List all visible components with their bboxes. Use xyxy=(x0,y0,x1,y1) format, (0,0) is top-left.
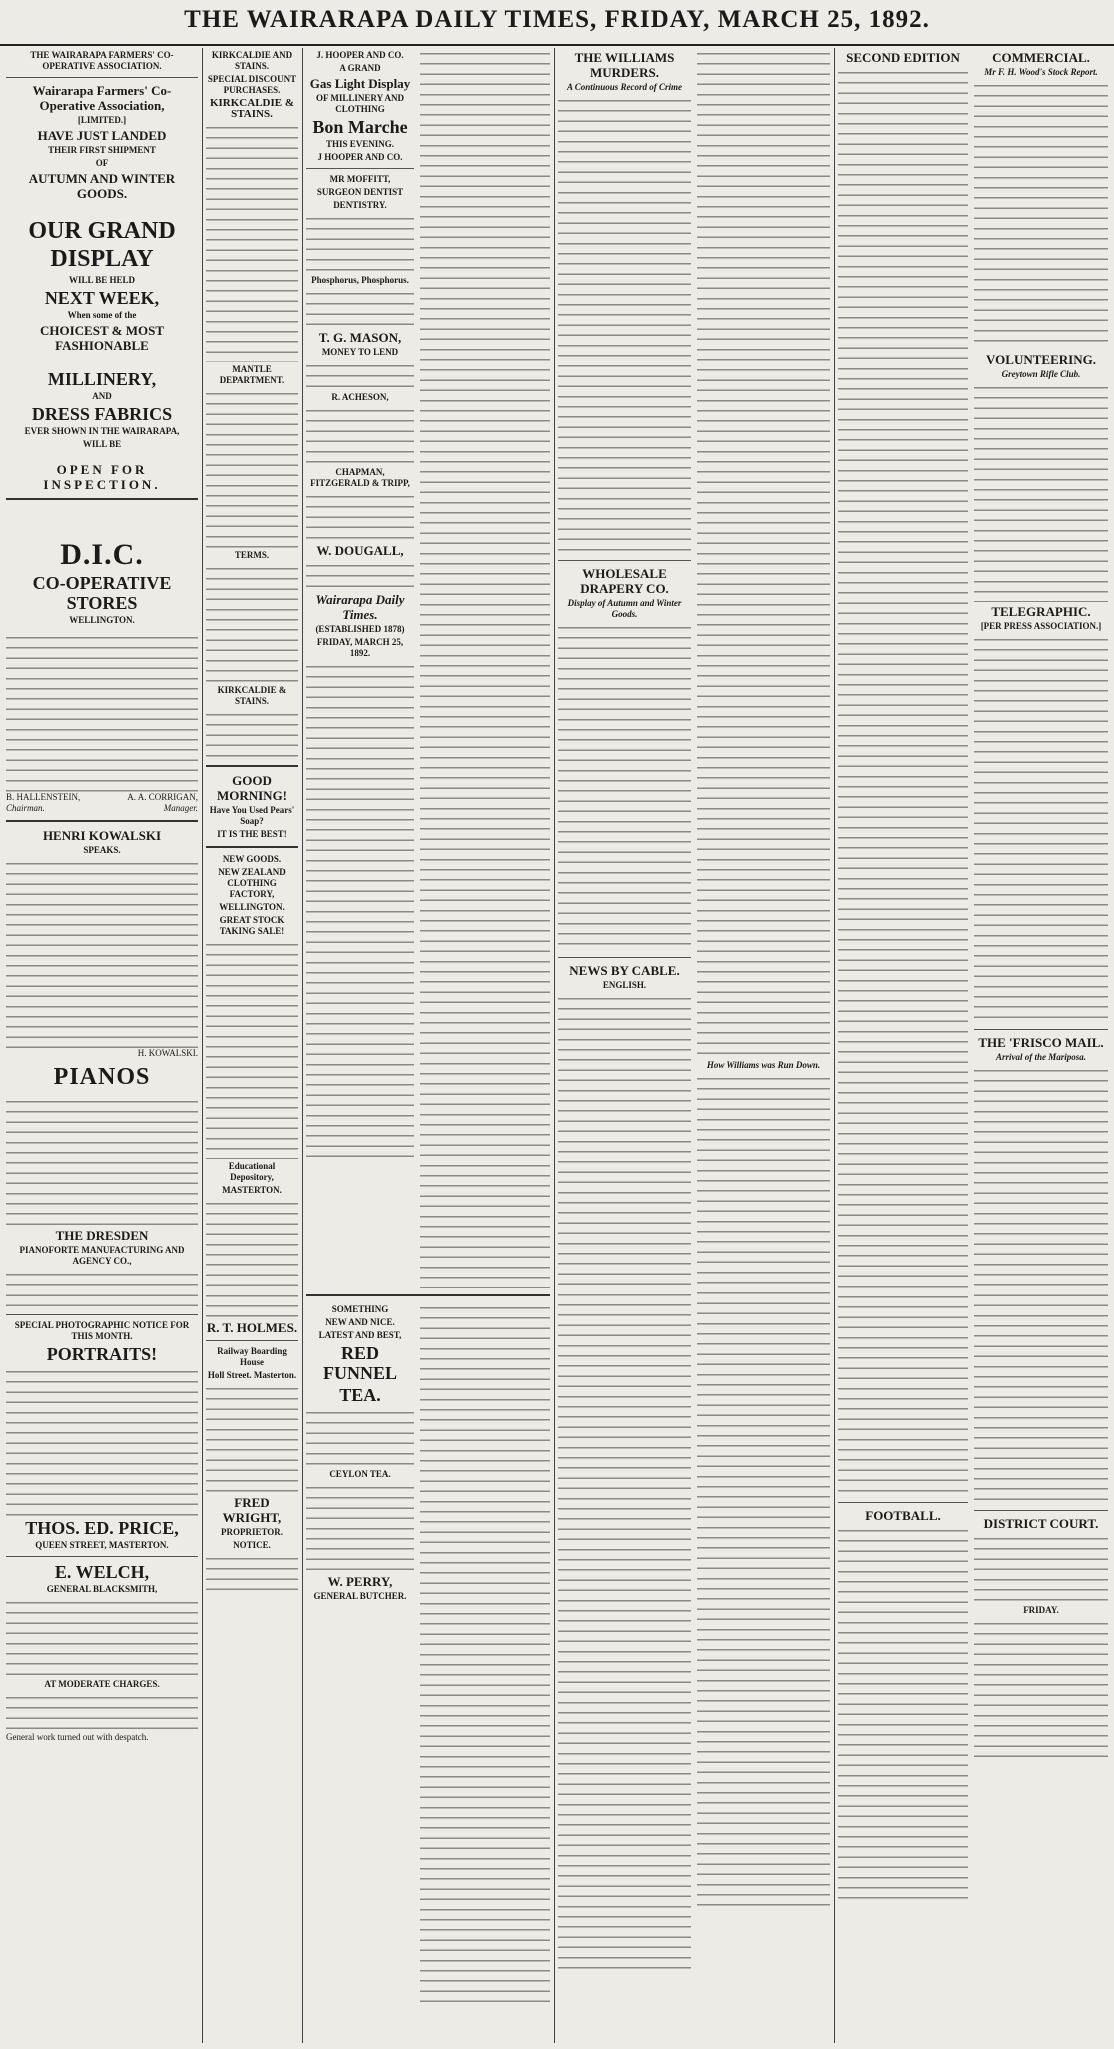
nz-clothing-line: GREAT STOCK TAKING SALE! xyxy=(219,915,285,936)
farmers-ad-line: When some of the xyxy=(67,310,137,320)
kirkcaldie-sub: SPECIAL DISCOUNT PURCHASES. xyxy=(207,74,297,95)
grand-line: A GRAND xyxy=(339,63,381,73)
text-block xyxy=(420,48,550,1288)
wholesale-sub: Display of Autumn and Winter Goods. xyxy=(567,598,682,619)
text-block xyxy=(6,1692,198,1732)
murders-sub: A Continuous Record of Crime xyxy=(566,82,683,92)
column-rule xyxy=(202,48,203,2043)
perry-heading: W. PERRY, xyxy=(327,1574,393,1589)
dic-subtitle: CO-OPERATIVE STORES xyxy=(32,573,172,613)
dic-place: WELLINGTON. xyxy=(69,615,135,625)
text-block xyxy=(838,1525,968,1905)
farmers-ad-line: DRESS FABRICS xyxy=(31,404,173,424)
text-block xyxy=(974,1618,1108,1758)
paper-heading: Wairarapa Daily Times. xyxy=(315,592,405,622)
evening-line: THIS EVENING. xyxy=(325,139,395,149)
red-funnel-heading: RED FUNNEL xyxy=(322,1343,397,1383)
text-block xyxy=(420,1302,550,2002)
bon-marche-heading: Bon Marche xyxy=(312,117,408,137)
good-morning-heading: GOOD MORNING! xyxy=(216,773,288,803)
pianos-heading: PIANOS xyxy=(53,1064,151,1090)
text-block xyxy=(306,491,414,541)
text-block xyxy=(6,1597,198,1677)
column-2 xyxy=(206,48,298,2043)
farmers-ad-line: AUTUMN AND WINTER GOODS. xyxy=(28,171,176,201)
text-block xyxy=(974,80,1108,350)
text-block xyxy=(306,560,414,590)
edu-heading: Educational Depository, xyxy=(228,1161,276,1182)
soap-question: Have You Used Pears' Soap? xyxy=(209,805,295,826)
text-block xyxy=(697,1073,830,1913)
dic-signature: B. HALLENSTEIN, xyxy=(6,792,81,802)
how-heading: How Williams was Run Down. xyxy=(706,1060,821,1070)
latest-line: LATEST AND BEST, xyxy=(318,1330,402,1340)
farmers-ad-line: WILL BE xyxy=(82,439,122,449)
farmers-ad-line: THEIR FIRST SHIPMENT xyxy=(48,145,156,155)
dresden-heading: THE DRESDEN xyxy=(55,1228,149,1243)
text-block xyxy=(306,1407,414,1467)
grand-display-heading: OUR GRAND DISPLAY xyxy=(28,218,176,272)
column-rule xyxy=(834,48,835,2043)
edition-heading: SECOND EDITION xyxy=(846,50,960,65)
dresden-sub: PIANOFORTE MANUFACTURING AND AGENCY CO., xyxy=(19,1245,185,1266)
text-block xyxy=(206,563,298,683)
money-line: MONEY TO LEND xyxy=(321,347,399,357)
text-block xyxy=(6,1096,198,1226)
text-block xyxy=(306,661,414,1161)
hooper-heading: J HOOPER AND CO. xyxy=(317,152,403,162)
telegraphic-sub: [PER PRESS ASSOCIATION.] xyxy=(980,621,1102,631)
text-block xyxy=(6,1269,198,1309)
football-heading: FOOTBALL. xyxy=(865,1508,941,1523)
text-block xyxy=(558,622,691,952)
ceylon-line: CEYLON TEA. xyxy=(329,1469,391,1479)
text-block xyxy=(206,1198,298,1318)
chapman-heading: CHAPMAN, FITZGERALD & TRIPP, xyxy=(310,467,410,488)
text-block xyxy=(838,67,968,1497)
text-block xyxy=(206,1383,298,1493)
rail-heading: Railway Boarding House xyxy=(217,1346,287,1367)
farmers-ad-line: OF xyxy=(95,158,109,168)
photo-notice-heading: SPECIAL PHOTOGRAPHIC NOTICE FOR THIS MONTH. xyxy=(14,1320,190,1341)
nz-clothing-line: NEW GOODS. xyxy=(222,854,282,864)
portraits-heading: PORTRAITS! xyxy=(46,1344,158,1364)
text-block xyxy=(974,382,1108,602)
welch-sub: GENERAL BLACKSMITH, xyxy=(46,1584,158,1594)
column-5 xyxy=(838,48,1108,2043)
dic-title: D.I.C. xyxy=(60,538,144,571)
text-block xyxy=(6,858,198,1048)
dougall-heading: W. DOUGALL, xyxy=(316,543,404,558)
district-heading: DISTRICT COURT. xyxy=(983,1516,1099,1531)
farmers-ad-line: WILL BE HELD xyxy=(68,275,136,285)
frisco-sub: Arrival of the Mariposa. xyxy=(995,1052,1086,1062)
text-block xyxy=(974,1065,1108,1505)
farmers-ad-small-title: THE WAIRARAPA FARMERS' CO-OPERATIVE ASSOCIATION. xyxy=(30,50,174,71)
text-block xyxy=(974,634,1108,1024)
new-nice-line: NEW AND NICE. xyxy=(325,1317,395,1327)
farmers-ad-line: OPEN FOR INSPECTION. xyxy=(43,462,161,492)
text-block xyxy=(697,48,830,1058)
text-block xyxy=(6,632,198,792)
kirkcaldie-heading: KIRKCALDIE & STAINS. xyxy=(209,97,295,120)
frisco-heading: THE 'FRISCO MAIL. xyxy=(978,1035,1104,1050)
dic-signature: A. A. CORRIGAN, xyxy=(127,792,198,802)
perry-sub: GENERAL BUTCHER. xyxy=(313,1591,407,1601)
established-line: (ESTABLISHED 1878) xyxy=(315,624,405,634)
nz-clothing-line: NEW ZEALAND CLOTHING FACTORY, xyxy=(218,867,286,899)
text-block xyxy=(974,1533,1108,1603)
text-block xyxy=(206,388,298,548)
kirkcaldie-heading: KIRKCALDIE AND STAINS. xyxy=(211,50,293,71)
something-line: SOMETHING xyxy=(331,1304,389,1314)
text-block xyxy=(206,122,298,362)
commercial-heading: COMMERCIAL. xyxy=(992,50,1090,65)
cable-sub: ENGLISH. xyxy=(602,980,647,990)
text-block xyxy=(558,993,691,1973)
farmers-ad-line: AND xyxy=(92,391,112,401)
text-block xyxy=(306,1482,414,1572)
moffitt-heading: MR MOFFITT, xyxy=(329,174,391,184)
price-sub: QUEEN STREET, MASTERTON. xyxy=(35,1540,169,1550)
welch-sub: General work turned out with despatch. xyxy=(6,1732,149,1742)
cable-heading: NEWS BY CABLE. xyxy=(569,963,680,978)
text-block xyxy=(206,1553,298,1593)
terms-heading: TERMS. xyxy=(234,550,270,560)
welch-sub: AT MODERATE CHARGES. xyxy=(44,1679,160,1689)
text-block xyxy=(558,95,691,555)
text-block xyxy=(206,709,298,759)
text-block xyxy=(306,213,414,273)
text-block xyxy=(306,360,414,390)
surgeon-heading: SURGEON DENTIST xyxy=(316,187,404,197)
mantle-heading: MANTLE DEPARTMENT. xyxy=(219,364,285,385)
farmers-ad-line: HAVE JUST LANDED xyxy=(37,128,167,143)
text-block xyxy=(6,1366,198,1516)
column-rule xyxy=(554,48,555,2043)
text-block xyxy=(306,405,414,465)
text-block xyxy=(206,939,298,1159)
farmers-ad-line: CHOICEST & MOST FASHIONABLE xyxy=(39,323,164,353)
murders-heading: THE WILLIAMS MURDERS. xyxy=(574,50,675,80)
edu-sub: MASTERTON. xyxy=(222,1185,282,1195)
rail-sub: Holl Street. Masterton. xyxy=(207,1370,297,1380)
wholesale-heading: WHOLESALE DRAPERY CO. xyxy=(580,566,669,596)
notice-heading: NOTICE. xyxy=(233,1540,271,1550)
volunteering-heading: VOLUNTEERING. xyxy=(986,352,1096,367)
tea-heading: TEA. xyxy=(339,1385,381,1405)
column-1 xyxy=(6,48,198,2043)
mason-heading: T. G. MASON, xyxy=(318,330,402,345)
masthead-title: THE WAIRARAPA DAILY TIMES, FRIDAY, MARCH 25, 1892. xyxy=(184,6,930,33)
telegraphic-heading: TELEGRAPHIC. xyxy=(991,604,1091,619)
farmers-ad-line: EVER SHOWN IN THE WAIRARAPA, xyxy=(24,426,180,436)
kowalski-signature: H. KOWALSKI. xyxy=(137,1048,198,1058)
column-3 xyxy=(306,48,550,2043)
commercial-sub: Mr F. H. Wood's Stock Report. xyxy=(984,67,1098,77)
nz-clothing-line: WELLINGTON. xyxy=(219,902,285,912)
phosphorus-line: Phosphorus, Phosphorus. xyxy=(311,275,409,285)
farmers-ad-line: NEXT WEEK, xyxy=(44,288,160,308)
column-4 xyxy=(558,48,830,2043)
kirkcaldie-heading: KIRKCALDIE & STAINS. xyxy=(217,685,287,706)
date-line: FRIDAY, MARCH 25, 1892. xyxy=(316,637,404,658)
acheson-heading: R. ACHESON, xyxy=(331,392,389,402)
volunteering-sub: Greytown Rifle Club. xyxy=(1001,369,1081,379)
fred-sub: PROPRIETOR. xyxy=(220,1527,284,1537)
millinery-line: OF MILLINERY AND CLOTHING xyxy=(315,93,405,114)
farmers-ad-sub: [LIMITED.] xyxy=(77,115,127,125)
dentistry-line: DENTISTRY. xyxy=(333,200,387,210)
column-rule xyxy=(302,48,303,2043)
friday-line: FRIDAY. xyxy=(1023,1605,1059,1615)
soap-best: IT IS THE BEST! xyxy=(217,829,287,839)
gas-display-heading: Gas Light Display xyxy=(309,76,411,91)
price-heading: THOS. ED. PRICE, xyxy=(25,1518,179,1538)
dic-signature-role: Manager. xyxy=(163,803,198,813)
holmes-heading: R. T. HOLMES. xyxy=(206,1320,298,1335)
welch-heading: E. WELCH, xyxy=(54,1562,150,1582)
masthead xyxy=(0,0,1114,46)
farmers-ad-title: Wairarapa Farmers' Co-Operative Association, xyxy=(32,83,172,113)
fred-heading: FRED WRIGHT, xyxy=(222,1495,282,1525)
text-block xyxy=(306,288,414,328)
kowalski-sub: SPEAKS. xyxy=(83,845,121,855)
kowalski-heading: HENRI KOWALSKI xyxy=(42,828,162,843)
farmers-ad-line: MILLINERY, xyxy=(47,369,157,389)
hooper-heading: J. HOOPER AND CO. xyxy=(316,50,404,60)
dic-signature-role: Chairman. xyxy=(6,803,45,813)
